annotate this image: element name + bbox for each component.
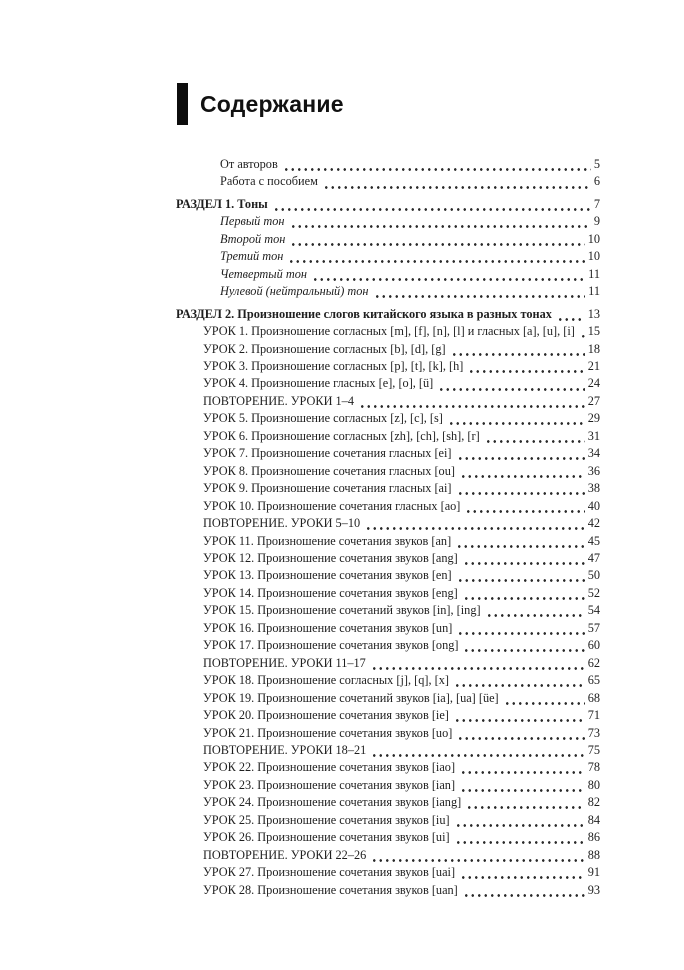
toc-entry-label: УРОК 8. Произношение сочетания гласных [ou] [203, 463, 455, 478]
toc-entry-label: Работа с пособием [220, 174, 318, 189]
leader-dots [504, 690, 585, 707]
leader-dots [371, 742, 584, 759]
toc-entry-label: УРОК 12. Произношение сочетания звуков [ang] [203, 550, 458, 565]
leader-dots [273, 196, 591, 213]
leader-dots [374, 283, 586, 300]
toc-entry-label: ПОВТОРЕНИЕ. УРОКИ 22–26 [203, 847, 367, 862]
toc-entry-label: УРОК 11. Произношение сочетания звуков [an] [203, 533, 452, 548]
leader-dots [448, 410, 585, 427]
toc-entry [176, 358, 600, 375]
title-accent-bar [177, 83, 188, 125]
toc-entry-page: 10 [587, 249, 600, 264]
toc-entry-page: 21 [587, 358, 600, 373]
toc-entry-page: 5 [593, 157, 600, 171]
toc-entry-page: 86 [587, 830, 600, 845]
toc-entry-label: От авторов [220, 157, 278, 171]
leader-dots [323, 173, 591, 190]
toc-entry-label: ПОВТОРЕНИЕ. УРОКИ 1–4 [203, 393, 354, 408]
toc-entry-page: 65 [587, 673, 600, 688]
toc-entry [176, 882, 600, 899]
toc-entry [176, 864, 600, 881]
toc-entry [176, 690, 600, 707]
leader-dots [460, 777, 585, 794]
leader-dots [485, 428, 585, 445]
toc-entry-label: УРОК 17. Произношение сочетания звуков [ong] [203, 638, 459, 653]
toc-entry-page: 27 [587, 393, 600, 408]
toc-entry-label: УРОК 21. Произношение сочетания звуков [uo] [203, 725, 453, 740]
leader-dots [312, 266, 585, 283]
leader-dots [465, 498, 584, 515]
toc-entry-page: 82 [587, 795, 600, 810]
toc-entry-page: 11 [588, 284, 600, 299]
toc-entry-label: УРОК 2. Произношение согласных [b], [d], [g] [203, 341, 446, 356]
leader-dots [365, 515, 585, 532]
toc-entry-page: 36 [587, 463, 600, 478]
toc-entry [176, 375, 600, 392]
leader-dots [438, 375, 584, 392]
toc-entry [176, 428, 600, 445]
toc-entry-page: 91 [587, 865, 600, 880]
toc-entry [176, 306, 600, 323]
toc-entry-label: РАЗДЕЛ 1. Тоны [176, 196, 268, 211]
toc-entry [176, 725, 600, 742]
toc-entry-label: УРОК 25. Произношение сочетания звуков [iu] [203, 812, 450, 827]
leader-dots [456, 533, 585, 550]
toc-entry-label: Нулевой (нейтральный) тон [220, 284, 369, 299]
toc-entry-label: УРОК 28. Произношение сочетания звуков [uan] [203, 882, 458, 897]
toc-entry-page: 78 [587, 760, 600, 775]
toc-entry-page: 11 [588, 266, 600, 281]
leader-dots [455, 812, 585, 829]
leader-dots [283, 156, 591, 173]
toc-entry-label: УРОК 13. Произношение сочетания звуков [en] [203, 568, 452, 583]
toc-entry [176, 829, 600, 846]
toc-entry [176, 672, 600, 689]
toc-entry-label: УРОК 3. Произношение согласных [p], [t], [k], [h] [203, 358, 464, 373]
toc-entry-page: 29 [587, 411, 600, 426]
leader-dots [288, 248, 584, 265]
toc-entry [176, 463, 600, 480]
toc-entry-label: УРОК 4. Произношение гласных [e], [o], [ü] [203, 376, 434, 391]
toc-entry-label: ПОВТОРЕНИЕ. УРОКИ 18–21 [203, 742, 367, 757]
toc-entry [176, 742, 600, 759]
leader-dots [359, 393, 585, 410]
page-title: Содержание [200, 90, 344, 117]
toc-entry-label: УРОК 5. Произношение согласных [z], [c], [s] [203, 411, 443, 426]
toc-entry-page: 50 [587, 568, 600, 583]
toc-entry-page: 62 [587, 655, 600, 670]
toc-entry-page: 45 [587, 533, 600, 548]
toc-entry [176, 231, 600, 248]
toc-entry-page: 93 [587, 882, 600, 897]
leader-dots [371, 655, 585, 672]
leader-dots [290, 213, 591, 230]
toc-entry [176, 794, 600, 811]
toc-entry-page: 24 [587, 376, 600, 391]
toc-list [176, 156, 600, 899]
toc-entry-label: УРОК 6. Произношение согласных [zh], [ch], [sh], [r] [203, 428, 480, 443]
toc-entry-page: 9 [593, 214, 600, 229]
toc-entry-page: 42 [587, 516, 600, 531]
toc-entry-label: УРОК 1. Произношение согласных [m], [f], [n], [l] и гласных [a], [u], [i] [203, 324, 575, 339]
toc-entry [176, 173, 600, 190]
toc-entry-label: Второй тон [220, 231, 286, 246]
toc-entry-label: УРОК 7. Произношение сочетания гласных [ei] [203, 446, 452, 461]
toc-entry-label: УРОК 18. Произношение согласных [j], [q], [x] [203, 673, 449, 688]
toc-entry [176, 620, 600, 637]
toc-entry-page: 13 [587, 306, 600, 321]
toc-entry-label: УРОК 27. Произношение сочетания звуков [uai] [203, 865, 456, 880]
leader-dots [466, 794, 585, 811]
leader-dots [457, 725, 584, 742]
toc-entry-page: 88 [587, 847, 600, 862]
toc-entry [176, 213, 600, 230]
toc-entry-label: УРОК 10. Произношение сочетания гласных [ao] [203, 498, 461, 513]
toc-entry-label: УРОК 19. Произношение сочетаний звуков [ia], [ua] [üe] [203, 690, 499, 705]
toc-entry-label: УРОК 24. Произношение сочетания звуков [iang] [203, 795, 462, 810]
toc-entry [176, 707, 600, 724]
leader-dots [454, 672, 585, 689]
leader-dots [457, 480, 585, 497]
leader-dots [463, 637, 584, 654]
toc-entry-page: 15 [587, 324, 600, 339]
toc-entry [176, 515, 600, 532]
toc-entry-page: 10 [587, 231, 600, 246]
toc-entry-page: 47 [587, 550, 600, 565]
toc-entry-label: УРОК 14. Произношение сочетания звуков [eng] [203, 585, 458, 600]
toc-entry [176, 550, 600, 567]
toc-entry [176, 480, 600, 497]
toc-entry-page: 75 [587, 742, 600, 757]
leader-dots [451, 341, 585, 358]
toc-entry [176, 196, 600, 213]
toc-entry-page: 60 [587, 638, 600, 653]
toc-entry-page: 18 [587, 341, 600, 356]
toc-entry-label: УРОК 16. Произношение сочетания звуков [un] [203, 620, 453, 635]
toc-entry [176, 156, 600, 173]
toc-entry [176, 847, 600, 864]
leader-dots [486, 602, 585, 619]
leader-dots [290, 231, 584, 248]
toc-entry-label: УРОК 9. Произношение сочетания гласных [ai] [203, 481, 452, 496]
toc-entry [176, 248, 600, 265]
toc-entry [176, 602, 600, 619]
leader-dots [457, 567, 585, 584]
toc-entry-label: РАЗДЕЛ 2. Произношение слогов китайского языка в разных тонах [176, 306, 552, 321]
toc-entry-page: 40 [587, 498, 600, 513]
leader-dots [455, 829, 585, 846]
toc-entry-page: 7 [593, 196, 600, 211]
toc-entry [176, 812, 600, 829]
toc-entry [176, 323, 600, 340]
toc-entry [176, 283, 600, 300]
toc-entry-page: 80 [587, 777, 600, 792]
leader-dots [460, 463, 585, 480]
toc-entry-label: УРОК 23. Произношение сочетания звуков [ian] [203, 777, 456, 792]
toc-entry [176, 533, 600, 550]
leader-dots [460, 864, 585, 881]
leader-dots [463, 550, 585, 567]
leader-dots [457, 620, 584, 637]
toc-entry [176, 410, 600, 427]
toc-entry-page: 84 [587, 812, 600, 827]
toc-entry [176, 777, 600, 794]
toc-entry-label: УРОК 15. Произношение сочетаний звуков [in], [ing] [203, 603, 481, 618]
toc-entry [176, 393, 600, 410]
leader-dots [580, 323, 585, 340]
page-header [177, 83, 344, 125]
toc-entry-label: Третий тон [220, 249, 284, 264]
leader-dots [468, 358, 584, 375]
toc-entry-label: ПОВТОРЕНИЕ. УРОКИ 11–17 [203, 655, 366, 670]
toc-entry-page: 6 [593, 174, 600, 189]
toc-entry [176, 637, 600, 654]
toc-entry [176, 498, 600, 515]
toc-entry-page: 54 [587, 603, 600, 618]
toc-entry [176, 585, 600, 602]
toc-entry-page: 52 [587, 585, 600, 600]
toc-entry-page: 73 [587, 725, 600, 740]
leader-dots [463, 585, 585, 602]
toc-entry-page: 34 [587, 446, 600, 461]
leader-dots [463, 882, 585, 899]
toc-entry-page: 57 [587, 620, 600, 635]
toc-entry-label: УРОК 22. Произношение сочетания звуков [iao] [203, 760, 456, 775]
toc-entry-label: Четвертый тон [220, 266, 307, 281]
leader-dots [557, 306, 585, 323]
leader-dots [457, 445, 585, 462]
toc-entry [176, 567, 600, 584]
leader-dots [371, 847, 584, 864]
toc-entry [176, 445, 600, 462]
toc-entry-page: 31 [587, 428, 600, 443]
toc-entry-label: Первый тон [220, 214, 285, 229]
toc-entry [176, 655, 600, 672]
toc-entry [176, 266, 600, 283]
toc-entry-page: 71 [587, 708, 600, 723]
toc-entry-label: УРОК 20. Произношение сочетания звуков [ie] [203, 708, 449, 723]
toc-entry [176, 341, 600, 358]
toc-entry-page: 68 [587, 690, 600, 705]
leader-dots [454, 707, 585, 724]
toc-entry-label: УРОК 26. Произношение сочетания звуков [ui] [203, 830, 450, 845]
toc-entry-label: ПОВТОРЕНИЕ. УРОКИ 5–10 [203, 516, 361, 531]
leader-dots [460, 759, 585, 776]
toc-entry-page: 38 [587, 481, 600, 496]
toc-entry [176, 759, 600, 776]
